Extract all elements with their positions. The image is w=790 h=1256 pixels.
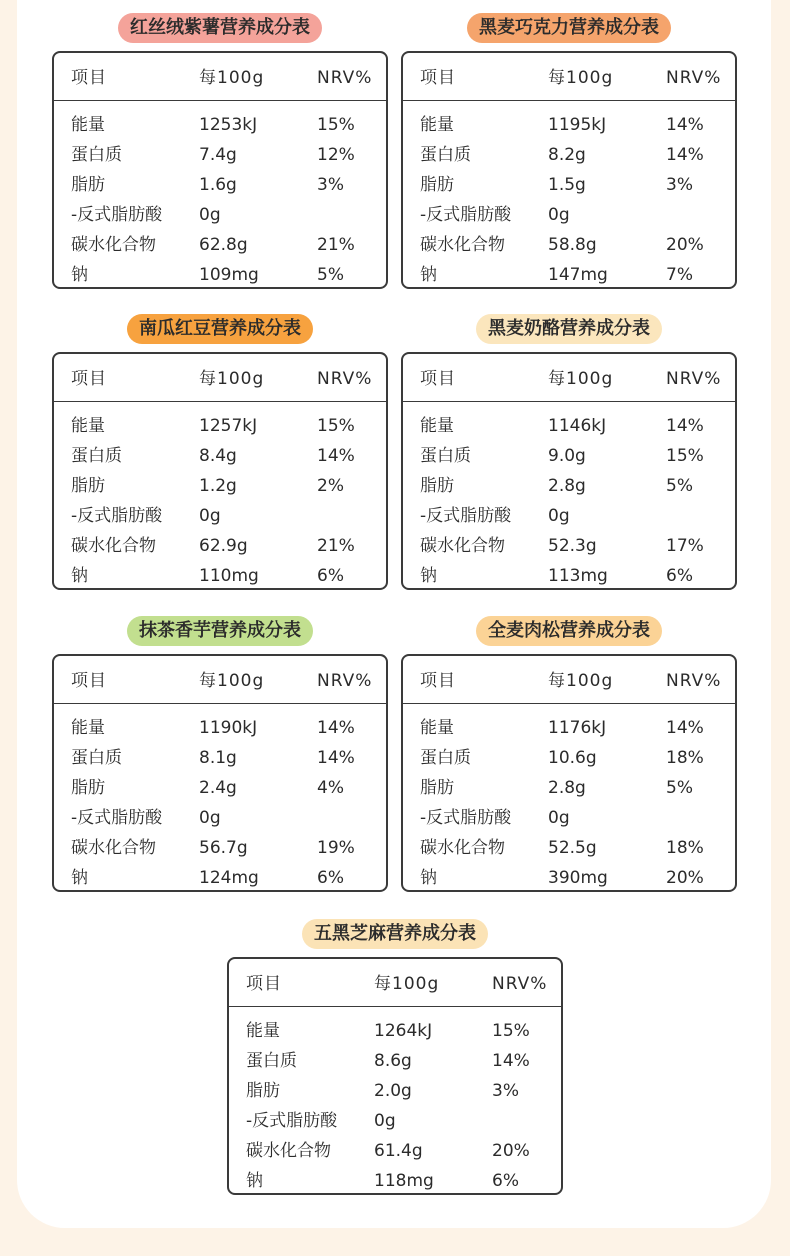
cell-nrv: 20% <box>492 1141 530 1161</box>
cell-nrv: 3% <box>666 175 693 195</box>
cell-item: 钠 <box>420 265 437 285</box>
cell-per-100g: 1264kJ <box>374 1021 433 1041</box>
header-per-100g: 每100g <box>548 369 614 389</box>
cell-nrv: 2% <box>317 476 344 496</box>
cell-nrv: 3% <box>317 175 344 195</box>
header-per-100g: 每100g <box>199 671 265 691</box>
cell-per-100g: 0g <box>374 1111 396 1131</box>
cell-per-100g: 7.4g <box>199 145 237 165</box>
cell-per-100g: 0g <box>199 506 221 526</box>
table-row <box>403 169 735 199</box>
table-title: 抹茶香芋营养成分表 <box>127 616 313 646</box>
header-item: 项目 <box>420 68 456 88</box>
table-header-row <box>54 53 386 101</box>
cell-item: 能量 <box>246 1021 280 1041</box>
cell-nrv: 7% <box>666 265 693 285</box>
cell-item: 蛋白质 <box>71 145 122 165</box>
cell-item: 钠 <box>71 566 88 586</box>
table-row <box>229 1075 561 1105</box>
table-header-row <box>54 354 386 402</box>
table-title: 南瓜红豆营养成分表 <box>127 314 313 344</box>
cell-nrv: 14% <box>492 1051 530 1071</box>
cell-nrv: 17% <box>666 536 704 556</box>
table-row <box>54 109 386 139</box>
cell-nrv: 6% <box>666 566 693 586</box>
table-row <box>403 802 735 832</box>
table-row <box>403 259 735 289</box>
cell-per-100g: 124mg <box>199 868 259 888</box>
header-per-100g: 每100g <box>548 671 614 691</box>
cell-per-100g: 0g <box>548 205 570 225</box>
cell-per-100g: 62.9g <box>199 536 248 556</box>
cell-nrv: 6% <box>317 868 344 888</box>
cell-item: 脂肪 <box>71 476 105 496</box>
table-title: 红丝绒紫薯营养成分表 <box>118 13 322 43</box>
nutrition-table <box>52 51 388 289</box>
table-row <box>54 530 386 560</box>
table-row <box>54 832 386 862</box>
table-row <box>54 772 386 802</box>
cell-nrv: 18% <box>666 748 704 768</box>
cell-per-100g: 113mg <box>548 566 608 586</box>
cell-nrv: 14% <box>666 115 704 135</box>
cell-nrv: 20% <box>666 868 704 888</box>
cell-nrv: 14% <box>317 748 355 768</box>
cell-per-100g: 1.6g <box>199 175 237 195</box>
cell-per-100g: 147mg <box>548 265 608 285</box>
table-row <box>403 742 735 772</box>
table-row <box>229 1165 561 1195</box>
header-item: 项目 <box>420 671 456 691</box>
nutrition-table <box>52 352 388 590</box>
cell-item: 脂肪 <box>420 476 454 496</box>
header-item: 项目 <box>71 68 107 88</box>
cell-item: 能量 <box>71 718 105 738</box>
cell-nrv: 21% <box>317 536 355 556</box>
cell-item: 碳水化合物 <box>246 1141 331 1161</box>
nutrition-table <box>401 352 737 590</box>
cell-nrv: 15% <box>666 446 704 466</box>
cell-per-100g: 1253kJ <box>199 115 258 135</box>
cell-nrv: 14% <box>317 718 355 738</box>
table-header-row <box>403 656 735 704</box>
table-row <box>403 139 735 169</box>
table-row <box>54 440 386 470</box>
nutrition-table <box>227 957 563 1195</box>
cell-item: 能量 <box>420 416 454 436</box>
table-row <box>54 199 386 229</box>
cell-item: -反式脂肪酸 <box>71 205 163 225</box>
table-row <box>229 1105 561 1135</box>
header-per-100g: 每100g <box>374 974 440 994</box>
cell-per-100g: 10.6g <box>548 748 597 768</box>
header-nrv: NRV% <box>317 671 373 691</box>
table-row <box>229 1135 561 1165</box>
cell-item: 蛋白质 <box>71 748 122 768</box>
cell-item: 蛋白质 <box>71 446 122 466</box>
cell-item: 钠 <box>71 868 88 888</box>
cell-item: 碳水化合物 <box>71 536 156 556</box>
table-row <box>54 139 386 169</box>
cell-per-100g: 2.8g <box>548 476 586 496</box>
cell-item: 钠 <box>420 566 437 586</box>
cell-per-100g: 2.4g <box>199 778 237 798</box>
cell-item: 脂肪 <box>246 1081 280 1101</box>
cell-per-100g: 0g <box>548 808 570 828</box>
cell-item: 脂肪 <box>420 778 454 798</box>
table-row <box>403 410 735 440</box>
cell-nrv: 15% <box>317 115 355 135</box>
cell-item: -反式脂肪酸 <box>71 506 163 526</box>
table-header-row <box>229 959 561 1007</box>
cell-per-100g: 1146kJ <box>548 416 607 436</box>
table-row <box>54 470 386 500</box>
cell-item: 脂肪 <box>420 175 454 195</box>
cell-nrv: 14% <box>666 145 704 165</box>
table-title: 五黑芝麻营养成分表 <box>302 919 488 949</box>
header-item: 项目 <box>71 671 107 691</box>
header-per-100g: 每100g <box>548 68 614 88</box>
cell-nrv: 21% <box>317 235 355 255</box>
table-row <box>403 862 735 892</box>
table-row <box>403 712 735 742</box>
cell-nrv: 19% <box>317 838 355 858</box>
cell-per-100g: 8.1g <box>199 748 237 768</box>
cell-nrv: 15% <box>317 416 355 436</box>
header-nrv: NRV% <box>666 68 722 88</box>
table-row <box>54 410 386 440</box>
cell-per-100g: 52.3g <box>548 536 597 556</box>
cell-item: 蛋白质 <box>420 446 471 466</box>
cell-nrv: 14% <box>317 446 355 466</box>
table-row <box>54 560 386 590</box>
cell-per-100g: 0g <box>199 808 221 828</box>
header-nrv: NRV% <box>492 974 548 994</box>
table-row <box>403 530 735 560</box>
cell-item: -反式脂肪酸 <box>420 205 512 225</box>
table-row <box>54 229 386 259</box>
table-row <box>54 500 386 530</box>
cell-per-100g: 390mg <box>548 868 608 888</box>
cell-nrv: 5% <box>666 778 693 798</box>
header-nrv: NRV% <box>666 369 722 389</box>
cell-item: 能量 <box>71 115 105 135</box>
cell-item: -反式脂肪酸 <box>420 808 512 828</box>
cell-nrv: 14% <box>666 718 704 738</box>
header-nrv: NRV% <box>317 68 373 88</box>
cell-per-100g: 0g <box>199 205 221 225</box>
header-nrv: NRV% <box>317 369 373 389</box>
cell-per-100g: 8.4g <box>199 446 237 466</box>
header-item: 项目 <box>71 369 107 389</box>
nutrition-table <box>52 654 388 892</box>
nutrition-table <box>401 654 737 892</box>
cell-nrv: 6% <box>492 1171 519 1191</box>
cell-nrv: 4% <box>317 778 344 798</box>
cell-item: 脂肪 <box>71 778 105 798</box>
cell-item: 蛋白质 <box>246 1051 297 1071</box>
table-row <box>54 742 386 772</box>
table-title: 黑麦巧克力营养成分表 <box>467 13 671 43</box>
cell-item: 碳水化合物 <box>420 235 505 255</box>
cell-nrv: 12% <box>317 145 355 165</box>
cell-per-100g: 1257kJ <box>199 416 258 436</box>
cell-nrv: 15% <box>492 1021 530 1041</box>
table-row <box>403 470 735 500</box>
cell-item: 能量 <box>420 718 454 738</box>
cell-item: 能量 <box>420 115 454 135</box>
cell-per-100g: 110mg <box>199 566 259 586</box>
cell-per-100g: 58.8g <box>548 235 597 255</box>
header-nrv: NRV% <box>666 671 722 691</box>
table-row <box>403 832 735 862</box>
nutrition-table <box>401 51 737 289</box>
cell-nrv: 18% <box>666 838 704 858</box>
table-row <box>403 199 735 229</box>
cell-per-100g: 2.8g <box>548 778 586 798</box>
cell-per-100g: 109mg <box>199 265 259 285</box>
cell-item: -反式脂肪酸 <box>420 506 512 526</box>
cell-nrv: 14% <box>666 416 704 436</box>
cell-item: 蛋白质 <box>420 748 471 768</box>
table-header-row <box>403 53 735 101</box>
cell-item: 碳水化合物 <box>420 536 505 556</box>
cell-per-100g: 1195kJ <box>548 115 607 135</box>
cell-item: 碳水化合物 <box>420 838 505 858</box>
cell-nrv: 3% <box>492 1081 519 1101</box>
cell-per-100g: 1190kJ <box>199 718 258 738</box>
cell-per-100g: 56.7g <box>199 838 248 858</box>
table-row <box>403 229 735 259</box>
cell-per-100g: 52.5g <box>548 838 597 858</box>
header-item: 项目 <box>420 369 456 389</box>
table-row <box>54 802 386 832</box>
cell-item: 钠 <box>71 265 88 285</box>
cell-item: 能量 <box>71 416 105 436</box>
table-row <box>403 440 735 470</box>
cell-per-100g: 1.2g <box>199 476 237 496</box>
header-item: 项目 <box>246 974 282 994</box>
table-row <box>229 1045 561 1075</box>
table-row <box>229 1015 561 1045</box>
cell-item: 脂肪 <box>71 175 105 195</box>
header-per-100g: 每100g <box>199 369 265 389</box>
table-row <box>54 712 386 742</box>
table-row <box>403 500 735 530</box>
cell-nrv: 5% <box>317 265 344 285</box>
table-header-row <box>403 354 735 402</box>
cell-item: -反式脂肪酸 <box>246 1111 338 1131</box>
table-row <box>54 259 386 289</box>
table-title: 黑麦奶酪营养成分表 <box>476 314 662 344</box>
cell-per-100g: 1.5g <box>548 175 586 195</box>
table-header-row <box>54 656 386 704</box>
cell-nrv: 5% <box>666 476 693 496</box>
cell-per-100g: 2.0g <box>374 1081 412 1101</box>
cell-per-100g: 118mg <box>374 1171 434 1191</box>
cell-nrv: 20% <box>666 235 704 255</box>
cell-per-100g: 62.8g <box>199 235 248 255</box>
cell-item: -反式脂肪酸 <box>71 808 163 828</box>
cell-per-100g: 9.0g <box>548 446 586 466</box>
cell-per-100g: 1176kJ <box>548 718 607 738</box>
table-row <box>403 109 735 139</box>
cell-nrv: 6% <box>317 566 344 586</box>
cell-item: 碳水化合物 <box>71 838 156 858</box>
cell-item: 钠 <box>246 1171 263 1191</box>
cell-item: 钠 <box>420 868 437 888</box>
cell-item: 蛋白质 <box>420 145 471 165</box>
table-row <box>54 169 386 199</box>
table-row <box>403 560 735 590</box>
cell-per-100g: 8.6g <box>374 1051 412 1071</box>
table-row <box>54 862 386 892</box>
cell-per-100g: 0g <box>548 506 570 526</box>
cell-per-100g: 61.4g <box>374 1141 423 1161</box>
table-title: 全麦肉松营养成分表 <box>476 616 662 646</box>
cell-item: 碳水化合物 <box>71 235 156 255</box>
header-per-100g: 每100g <box>199 68 265 88</box>
table-row <box>403 772 735 802</box>
cell-per-100g: 8.2g <box>548 145 586 165</box>
